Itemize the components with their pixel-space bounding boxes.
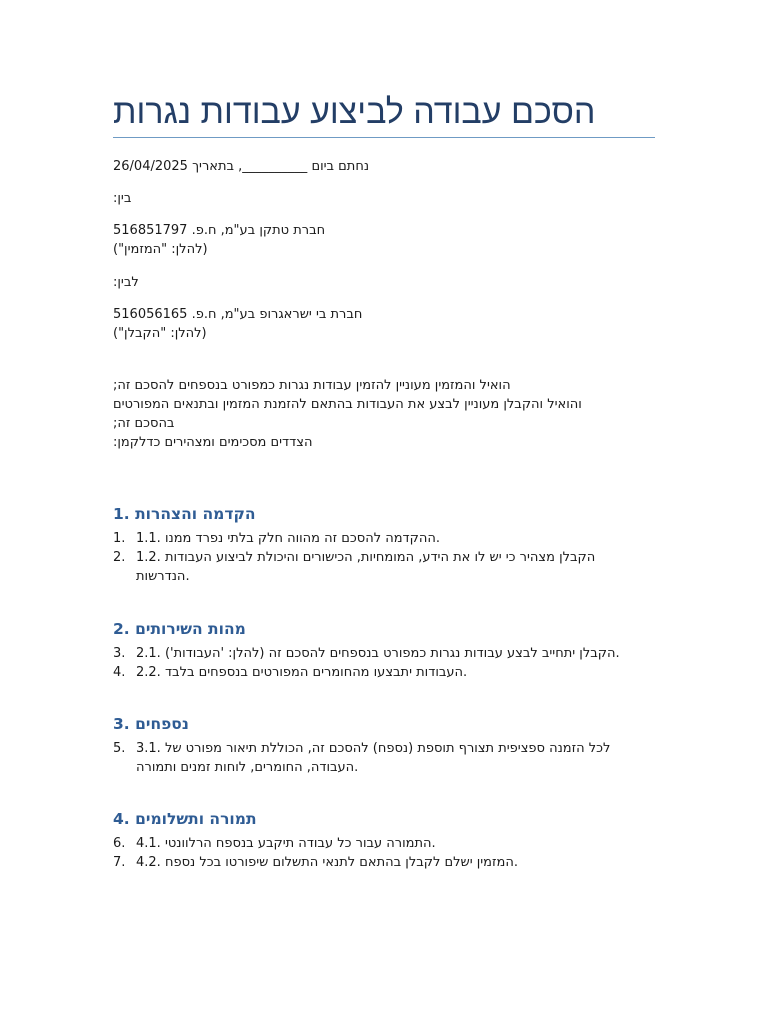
list-number: 6. (113, 836, 126, 851)
list-number: 4. (113, 665, 126, 680)
recital-line-2: והואיל והקבלן מעוניין לבצע את העבודות בהתאם להזמנת המזמין ובתנאים המפורטים (113, 397, 582, 412)
section-heading: 4. תמורה ותשלומים (113, 810, 257, 828)
document-title: הסכם עבודה לביצוע עבודות נגרות (113, 93, 596, 131)
signed-date-line: נחתם ביום __________, בתאריך 26/04/2025 (113, 159, 370, 174)
between-label: בין: (113, 191, 132, 206)
list-number: 5. (113, 741, 126, 756)
recital-line-3: בהסכם זה; (113, 416, 175, 431)
list-number: 2. (113, 550, 126, 565)
title-underline (113, 137, 655, 138)
party2-alias: (להלן: "הקבלן") (113, 326, 207, 341)
list-number: 1. (113, 531, 126, 546)
list-continuation: הנדרשות. (136, 569, 190, 584)
party1-line: חברת טתקן בע"מ, ח.פ. 516851797 (113, 223, 326, 238)
list-text: 2.2. העבודות יתבצעו מהחומרים המפורטים בנספחים בלבד. (136, 665, 468, 680)
section-heading: 1. הקדמה והצהרות (113, 505, 256, 523)
section-heading: 3. נספחים (113, 715, 189, 733)
and-between-label: לבין: (113, 275, 139, 290)
list-continuation: העבודה, החומרים, לוחות זמנים ותמורה. (136, 760, 359, 775)
list-text: 1.1. ההקדמה להסכם זה מהווה חלק בלתי נפרד ממנו. (136, 531, 440, 546)
list-number: 7. (113, 855, 126, 870)
recital-line-1: הואיל והמזמין מעוניין להזמין עבודות נגרות כמפורט בנספחים להסכם זה; (113, 378, 511, 393)
list-text: 1.2. הקבלן מצהיר כי יש לו את הידע, המומחיות, הכישורים והיכולת לביצוע העבודות (136, 550, 596, 565)
list-text: 2.1. הקבלן יתחייב לבצע עבודות נגרות כמפורט בנספחים להסכם זה (להלן: 'העבודות'). (136, 646, 620, 661)
party1-alias: (להלן: "המזמין") (113, 242, 208, 257)
section-heading: 2. מהות השירותים (113, 620, 246, 638)
list-text: 4.2. המזמין ישלם לקבלן בהתאם לתנאי התשלום שיפורטו בכל נספח. (136, 855, 518, 870)
list-number: 3. (113, 646, 126, 661)
party2-line: חברת בי ישראגרופ בע"מ, ח.פ. 516056165 (113, 307, 363, 322)
recital-line-4: הצדדים מסכימים ומצהירים כדלקמן: (113, 435, 313, 450)
list-text: 4.1. התמורה עבור כל עבודה תיקבע בנספח הרלוונטי. (136, 836, 436, 851)
list-text: 3.1. לכל הזמנה ספציפית תצורף תוספת (נספח) להסכם זה, הכוללת תיאור מפורט של (136, 741, 611, 756)
